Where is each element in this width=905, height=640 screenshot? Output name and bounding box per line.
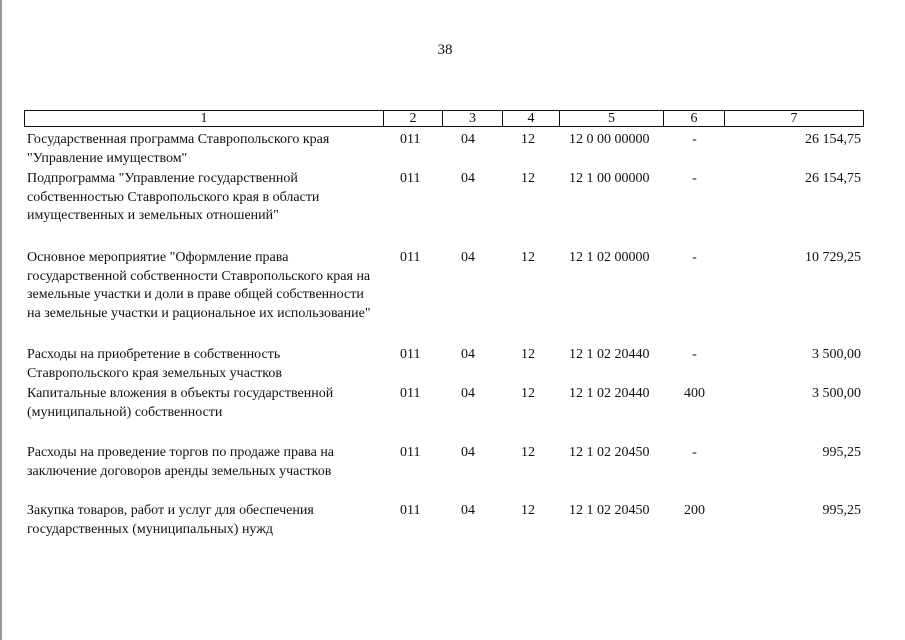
header-col-6: 6 bbox=[663, 111, 724, 126]
row-code: 011 bbox=[400, 347, 421, 362]
row-name: Расходы на приобретение в собственность Ставропольского края земельных участков bbox=[27, 347, 282, 381]
row-code: 011 bbox=[400, 250, 421, 265]
header-col-4: 4 bbox=[502, 111, 559, 126]
row-program: 12 1 02 20440 bbox=[569, 347, 650, 362]
row-name: Основное мероприятие "Оформление права государственной собственности Ставропольского края на земельные участки и доли в праве общей собственности на земельные участки и рациональное их использование" bbox=[27, 250, 371, 321]
header-col-2: 2 bbox=[383, 111, 442, 126]
header-col-5: 5 bbox=[559, 111, 663, 126]
row-section: 04 bbox=[461, 171, 475, 186]
row-type: - bbox=[692, 132, 697, 147]
row-amount: 26 154,75 bbox=[805, 132, 861, 147]
row-subsection: 12 bbox=[521, 171, 535, 186]
row-program: 12 1 02 20440 bbox=[569, 386, 650, 401]
row-amount: 995,25 bbox=[822, 445, 861, 460]
row-section: 04 bbox=[461, 250, 475, 265]
row-type: - bbox=[692, 250, 697, 265]
row-section: 04 bbox=[461, 132, 475, 147]
row-subsection: 12 bbox=[521, 250, 535, 265]
row-name: Подпрограмма "Управление государственной собственностью Ставропольского края в области имущественных и земельных отношений" bbox=[27, 171, 320, 223]
row-type: 200 bbox=[684, 503, 705, 518]
row-section: 04 bbox=[461, 503, 475, 518]
table-header bbox=[24, 110, 864, 127]
row-subsection: 12 bbox=[521, 347, 535, 362]
row-type: - bbox=[692, 171, 697, 186]
row-code: 011 bbox=[400, 386, 421, 401]
row-subsection: 12 bbox=[521, 503, 535, 518]
row-program: 12 0 00 00000 bbox=[569, 132, 650, 147]
row-code: 011 bbox=[400, 132, 421, 147]
row-subsection: 12 bbox=[521, 386, 535, 401]
row-name: Капитальные вложения в объекты государственной (муниципальной) собственности bbox=[27, 386, 334, 420]
row-program: 12 1 02 20450 bbox=[569, 503, 650, 518]
page-number: 38 bbox=[437, 42, 453, 58]
row-name: Расходы на проведение торгов по продаже права на заключение договоров аренды земельных участков bbox=[27, 445, 335, 479]
row-amount: 995,25 bbox=[822, 503, 861, 518]
row-program: 12 1 02 00000 bbox=[569, 250, 650, 265]
row-name: Государственная программа Ставропольского края "Управление имуществом" bbox=[27, 132, 330, 166]
row-amount: 10 729,25 bbox=[805, 250, 861, 265]
row-section: 04 bbox=[461, 347, 475, 362]
row-section: 04 bbox=[461, 445, 475, 460]
row-program: 12 1 02 20450 bbox=[569, 445, 650, 460]
row-section: 04 bbox=[461, 386, 475, 401]
header-col-3: 3 bbox=[442, 111, 502, 126]
row-subsection: 12 bbox=[521, 132, 535, 147]
page-edge bbox=[0, 0, 2, 640]
row-amount: 3 500,00 bbox=[812, 347, 861, 362]
header-col-1: 1 bbox=[200, 111, 208, 126]
row-code: 011 bbox=[400, 445, 421, 460]
row-type: - bbox=[692, 445, 697, 460]
row-amount: 3 500,00 bbox=[812, 386, 861, 401]
header-col-7: 7 bbox=[724, 111, 863, 126]
row-name: Закупка товаров, работ и услуг для обеспечения государственных (муниципальных) нужд bbox=[27, 503, 314, 537]
row-subsection: 12 bbox=[521, 445, 535, 460]
row-type: 400 bbox=[684, 386, 705, 401]
row-code: 011 bbox=[400, 171, 421, 186]
row-code: 011 bbox=[400, 503, 421, 518]
row-type: - bbox=[692, 347, 697, 362]
row-program: 12 1 00 00000 bbox=[569, 171, 650, 186]
row-amount: 26 154,75 bbox=[805, 171, 861, 186]
